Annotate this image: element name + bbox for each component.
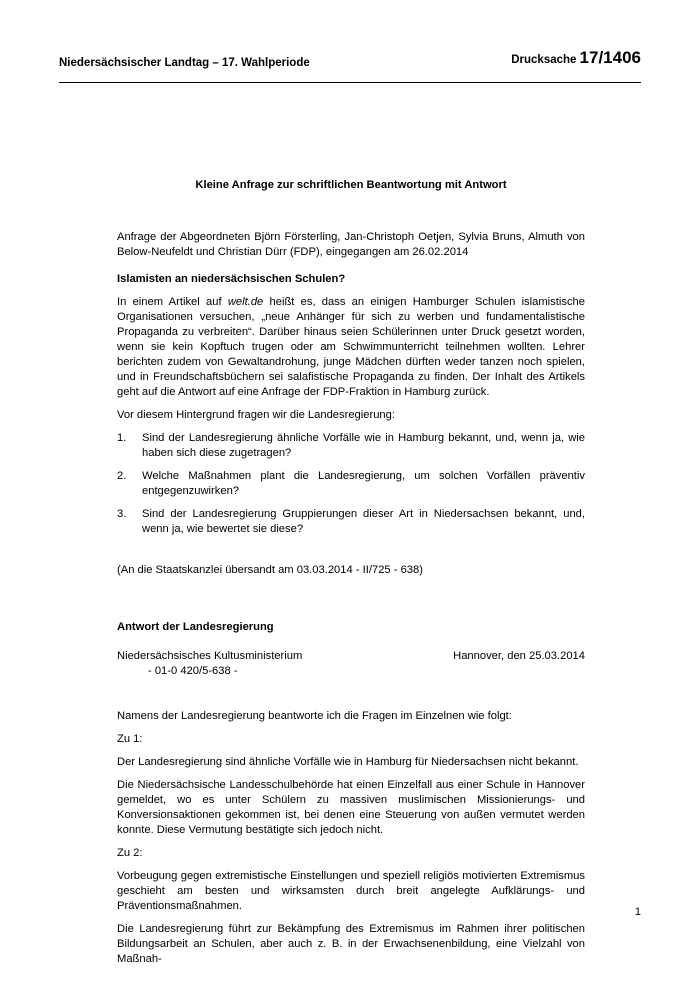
answer-intro: Namens der Landesregierung beantworte ich die Fragen im Einzelnen wie folgt: [117, 710, 512, 722]
question-number: 3. [117, 508, 127, 520]
zu1-label: Zu 1: [117, 733, 143, 745]
intro-paragraph: Anfrage der Abgeordneten Björn Försterling, Jan-Christoph Oetjen, Sylvia Bruns, Almuth von Below-Neufeldt und Christian Dürr (FDP), eingegangen am 26.02.2014 [117, 231, 585, 258]
zu2-label: Zu 2: [117, 847, 143, 859]
zu2-paragraph-2: Die Landesregierung führt zur Bekämpfung des Extremismus im Rahmen ihrer politischen Bildungsarbeit an Schulen, aber auch z. B. in der Erwachsenenbildung, eine Vielzahl von Maßnah- [117, 923, 585, 965]
list-item [117, 431, 585, 461]
drucksache-number: 17/1406 [579, 48, 641, 67]
header-rule [59, 82, 641, 83]
zu2-paragraph-1: Vorbeugung gegen extremistische Einstellungen und speziell religiös motivierten Extremismus geschieht am besten und wirksamsten durch breit angelegte Aufklärungs- und Präventionsmaßnahmen. [117, 870, 585, 912]
article-text-before: In einem Artikel auf [117, 296, 228, 308]
page-header [59, 50, 641, 74]
drucksache-label: Drucksache [511, 54, 577, 66]
article-paragraph [117, 295, 585, 400]
question-heading: Islamisten an niedersächsischen Schulen? [117, 273, 346, 285]
list-item [117, 507, 585, 537]
article-source: welt.de [227, 296, 264, 308]
ministry-row [117, 649, 585, 664]
question-text: Sind der Landesregierung Gruppierungen dieser Art in Niedersachsen bekannt, und, wenn ja, wie bewertet sie diese? [142, 508, 585, 535]
article-text-after: heißt es, dass an einigen Hamburger Schulen islamistische Organisationen versuchen, „neue Anhänger für sich zu werben und fundamentalistische Propaganda zu verbreiten“. Darüber hinaus seien Schülerinnen unter Druck gesetzt worden, wenn sie kein Kopftuch trugen oder am Schwimmunterricht teilnehmen wollten. Lehrer berichten zudem von Gewaltandrohung, junge Mädchen dürften weder tanzen noch spielen, und in Freundschaftsbüchern sei salafistische Propaganda zu finden. Der Inhalt des Artikels geht auf die Antwort auf eine Anfrage der FDP-Fraktion in Hamburg zurück. [117, 296, 585, 398]
list-item [117, 469, 585, 499]
question-text: Sind der Landesregierung ähnliche Vorfälle wie in Hamburg bekannt, und, wenn ja, wie haben sich diese zugetragen? [142, 432, 585, 459]
zu1-paragraph-2: Die Niedersächsische Landesschulbehörde hat einen Einzelfall aus einer Schule in Hannover gemeldet, wo es unter Schülern zu massiven muslimischen Missionierungs- und Konversionsaktionen gekommen ist, bei denen eine Steuerung von außen vermutet werden konnte. Diese Vermutung bestätigte sich jedoch nicht. [117, 779, 585, 836]
zu1-paragraph-1: Der Landesregierung sind ähnliche Vorfälle wie in Hamburg für Niedersachsen nicht bekannt. [117, 756, 579, 768]
question-list [117, 431, 585, 537]
question-text: Welche Maßnahmen plant die Landesregierung, um solchen Vorfällen präventiv entgegenzuwirken? [142, 470, 585, 497]
drucksache [511, 50, 641, 68]
forwarded-note: (An die Staatskanzlei übersandt am 03.03.2014 - II/725 - 638) [117, 564, 423, 576]
document-body [117, 178, 585, 975]
answer-heading: Antwort der Landesregierung [117, 621, 274, 633]
document-title: Kleine Anfrage zur schriftlichen Beantwortung mit Antwort [195, 179, 507, 191]
lead-in: Vor diesem Hintergrund fragen wir die Landesregierung: [117, 409, 395, 421]
file-reference: - 01-0 420/5-638 - [148, 665, 238, 677]
place-date: Hannover, den 25.03.2014 [453, 650, 585, 662]
page-number: 1 [634, 906, 641, 918]
parliament-label: Niedersächsischer Landtag – 17. Wahlperiode [59, 57, 310, 69]
ministry-name: Niedersächsisches Kultusministerium [117, 650, 303, 662]
question-number: 2. [117, 470, 127, 482]
question-number: 1. [117, 432, 127, 444]
